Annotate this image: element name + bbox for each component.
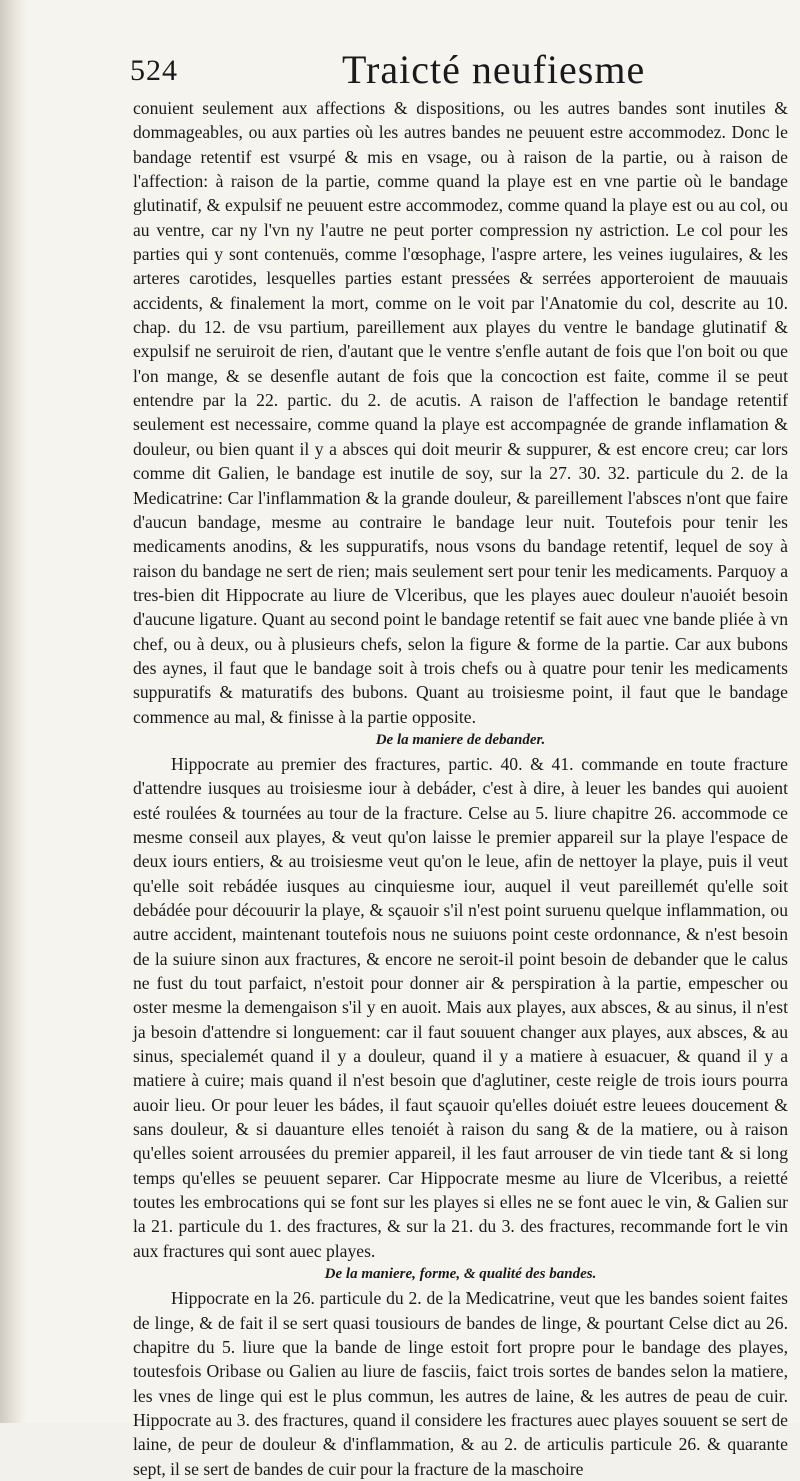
page-header — [130, 46, 770, 98]
paragraph: Hippocrate au premier des fractures, partic. 40. & 41. commande en toute fracture d'attendre iusques au troisiesme iour à debáder, c'est à dire, à leuer les bandes qui auoient esté roulées & tournées au tour de la fracture. Celse au 5. liure chapitre 26. accommode ce mesme conseil aux playes, & veut qu'on laisse le premier appareil sur la playe l'espace de deux iours entiers, & au troisiesme veut qu'on le leue, afin de nettoyer la playe, puis il veut qu'elle soit rebádée iusques au cinquiesme iour, auquel il veut pareillemét qu'elle soit debádée pour découurir la playe, & sçauoir s'il n'est point suruenu quelque inflammation, ou autre accident, maintenant toutefois nous ne suiuons point ceste ordonnance, & n'est besoin de la suiure sinon aux fractures, & encore ne seroit-il point besoin de debander que le calus ne fust du tout parfaict, n'estoit pour donner air & perspiration à la partie, empescher ou oster mesme la demengaison s'il y en auoit. Mais aux playes, aux absces, & au sinus, il n'est ja besoin d'attendre si longuement: car il faut souuent changer aux playes, aux absces, & au sinus, specialemét quand il y a douleur, quand il y a matiere à esuacuer, & quand il y a matiere à cuire; mais quand il n'est besoin que d'aglutiner, ceste reigle de trois iours pourra auoir lieu. Or pour leuer les bádes, il faut sçauoir qu'elles doiuét estre leuees doucement & sans douleur, & si dauanture elles tenoiét à raison du sang & de la matiere, ou à raison qu'elles soient arrousées du premier appareil, il les faut arrouser de vin tiede tant & si long temps qu'elles se peuuent separer. Car Hippocrate mesme au liure de Vlceribus, a reietté toutes les embrocations qui se font sur les playes si elles ne se font auec le vin, & Galien sur la 21. particule du 1. des fractures, & sur la 21. du 3. des fractures, recommande fort le vin aux fractures qui sont auec playes. — [133, 753, 788, 1261]
paragraph: Hippocrate en la 26. particule du 2. de la Medicatrine, veut que les bandes soient faites de linge, & de fait il se sert quasi tousiours de bandes de linge, & pourtant Celse dict au 26. chapitre du 5. liure que la bande de linge estoit fort propre pour le bandage des playes, toutesfois Oribase ou Galien au liure de fasciis, faict trois sortes de bandes selon la matiere, les vnes de linge qui est le plus commun, les autres de laine, & les autres de peau de cuir. Hippocrate au 3. des fractures, quand il considere les fractures auec playes souuent se sert de laine, de peur de douleur & d'inflammation, & au 2. de articulis particule 26. & quarante sept, il se sert de bandes de cuir pour la fracture de la maschoire — [133, 1288, 788, 1479]
page-gutter-shadow — [0, 0, 26, 1423]
paragraph: conuient seulement aux affections & dispositions, ou les autres bandes sont inutiles & dommageables, ou aux parties où les autres bandes ne peuuent estre accommodez. Donc le bandage retentif est vsurpé & mis en vsage, ou à raison de la partie, ou à raison de l'affection: à raison de la partie, comme quand la playe est en vne partie où le bandage glutinatif, & expulsif ne peuuent estre accommodez, comme quand la playe est ou au col, ou au ventre, car ny l'vn ny l'autre ne peut porter compression ny astriction. Le col pour les parties qui y sont contenuës, comme l'œsophage, l'aspre artere, les veines iugulaires, & les arteres carotides, lesquelles parties estant pressées & serrées apporteroient de mauuais accidents, & finalement la mort, comme on le voit par l'Anatomie du col, descrite au 10. chap. du 12. de vsu partium, pareillement aux playes du ventre le bandage glutinatif & expulsif ne seruiroit de rien, d'autant que le ventre s'enfle autant de fois que l'on boit ou que l'on mange, & se desenfle autant de fois que la concoction est faite, comme il se peut entendre par la 22. partic. du 2. de acutis. A raison de l'affection le bandage retentif seulement est necessaire, comme quand la playe est accompagnée de grande inflamation & douleur, ou bien quant il y a absces qui doit meurir & suppurer, & est encore creu; car lors comme dit Galien, le bandage est inutile de soy, sur la 27. 30. 32. particule du 2. de la Medicatrine: Car l'inflammation & la grande douleur, & pareillement l'absces n'ont que faire d'aucun bandage, mesme au contraire le bandage leur nuit. Toutefois pour tenir les medicaments anodins, & les suppuratifs, nous vsons du bandage retentif, lequel de soy à raison du bandage ne sert de rien; mais seulement sert pour tenir les medicaments. Parquoy a tres-bien dit Hippocrate au liure de Vlceribus, que les playes auec douleur n'auoiét besoin d'aucune ligature. Quant au second point le bandage retentif se fait auec vne bande pliée à vn chef, ou à deux, ou à plusieurs chefs, selon la figure & forme de la partie. Car aux bubons des aynes, il faut que le bandage soit à trois chefs ou à quatre pour tenir les medicaments suppuratifs & maturatifs des bubons. Quant au troisiesme point, il faut que le bandage commence au mal, & finisse à la partie opposite. — [133, 98, 788, 727]
section-heading: De la maniere de debander. — [375, 731, 546, 748]
section-heading: De la maniere, forme, & qualité des bandes. — [324, 1266, 597, 1283]
body-text — [133, 96, 788, 1481]
running-title: Traicté neufiesme — [342, 47, 646, 92]
page-number: 524 — [130, 54, 178, 87]
